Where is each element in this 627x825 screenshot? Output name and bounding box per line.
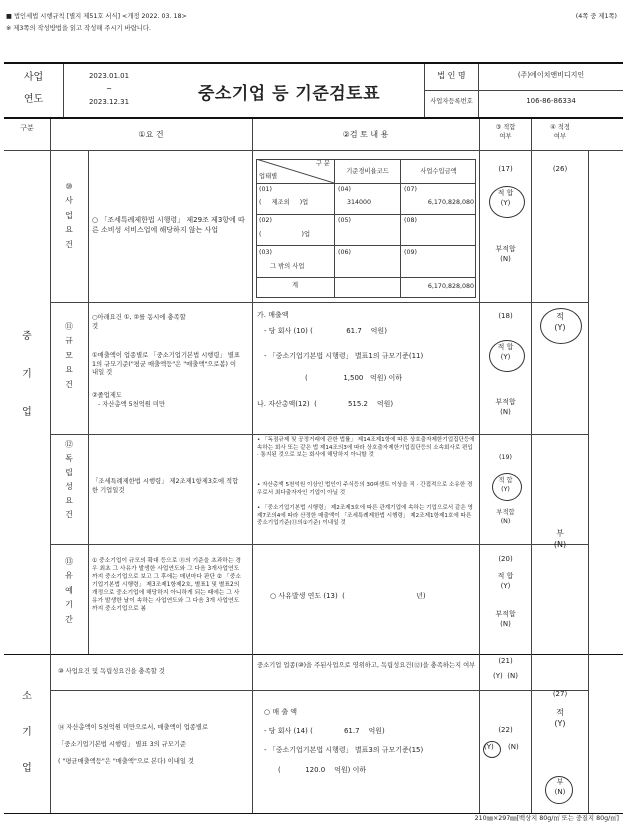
col-fit3: ③ 적합 여부: [495, 124, 516, 140]
independence-fit-no-label: 부적합 (N): [496, 509, 515, 525]
grace-fit-no: (20): [498, 555, 513, 563]
page-info: (4쪽 중 제1쪽): [575, 13, 617, 20]
business-requirement: ○ 「조세특례제한법 시행령」 제29조 제3항에 따른 소비성 서비스업에 해당하지 않는 사업: [92, 216, 245, 234]
small-a-fit-yn: (Y) (N): [493, 672, 518, 680]
overall-no-26: (26): [552, 165, 568, 173]
date-to: 2023.12.31: [88, 98, 130, 106]
small-b-req-2: 「중소기업기본법 시행령」 별표 3의 규모기준: [58, 741, 187, 748]
side-label-sme: 중 기 업: [22, 331, 32, 418]
label-independence: ⑫ 독 립 성 요 건: [65, 440, 73, 519]
scale-rev-1: 가. 매출액: [257, 311, 289, 319]
row1-no: (01): [259, 186, 272, 193]
total-label: 계: [291, 282, 299, 289]
small-b-fit-n: (N): [508, 743, 519, 751]
scale-fit-no-label: 부적합 (N): [495, 398, 516, 416]
business-fit-yes: 적 합 (Y): [497, 189, 514, 207]
row1-name: ( 제조외 )업: [259, 199, 309, 206]
small-b-rev-4: ( 120.0 억원) 이하: [278, 766, 367, 774]
row2-no: (02): [259, 217, 272, 224]
grace-review: ○ 사유발생 연도 (13) ( 년): [270, 592, 426, 600]
independence-rev-3: • 「중소기업기본법 시행령」 제2조제3호에 따른 관계기업에 속하는 기업으로서 같은 영 제7조의4에 따라 산정한 매출액이 「조세특례제한법 시행령」 제2조제1항제1호에 따른 중소기업기준(⑪의①기준) 이내일 것: [257, 505, 473, 527]
scale-rev-5: 나. 자산총액(12) ( 515.2 억원): [257, 400, 394, 408]
row3-code-no: (06): [338, 249, 351, 256]
col-fit4: ④ 적정 여부: [550, 124, 570, 140]
corp-name: (주)에이치앤비디지인: [517, 71, 585, 79]
small-b-fit-no: (22): [498, 726, 513, 734]
small-a-fit-no: (21): [498, 657, 513, 665]
year-label-1: 사업: [23, 72, 44, 83]
label-business: ⑩ 사 업 요 건: [65, 182, 73, 249]
row1-code: 314000: [347, 199, 372, 206]
independence-requirement: 「조세특례제한법 시행령」 제2조제1항제3호에 적합한 기업일것: [92, 478, 239, 494]
overall-no: 부 (N): [553, 529, 567, 550]
row1-inc-no: (07): [404, 186, 417, 193]
reg-no-label: 사업자등록번호: [430, 98, 473, 105]
small-b-req-1: ⑭ 자산총액이 5천억원 미만으로서, 매출액이 업종별로: [58, 724, 209, 731]
overall-no-27: (27): [552, 690, 568, 698]
independence-fit-no: (19): [499, 454, 512, 461]
business-fit-no: (17): [498, 165, 513, 173]
small-overall-no: 부 (N): [554, 778, 566, 796]
reg-no: 106-86-86334: [526, 97, 576, 105]
date-sep: ~: [106, 85, 112, 93]
grace-fit-no-label: 부적합 (N): [495, 610, 516, 628]
small-a-requirement: ⑩ 사업요건 및 독립성요건을 충족할 것: [58, 668, 165, 675]
row3-inc-no: (09): [404, 249, 417, 256]
row3-no: (03): [259, 249, 272, 256]
corp-name-label: 법 인 명: [437, 71, 466, 80]
col-review: ②검 토 내 용: [342, 130, 389, 139]
notice-text: ※ 제3쪽의 작성방법을 읽고 작성해 주시기 바랍니다.: [6, 25, 151, 32]
independence-fit-yes: 적 합 (Y): [498, 477, 513, 493]
scale-req-1: ○아래요건 ①, ②를 동시에 충족할 것: [92, 314, 186, 330]
inner-header-income: 사업수입금액: [420, 168, 457, 175]
business-fit-no-label: 부적합 (N): [495, 245, 516, 263]
overall-yes: 적 (Y): [554, 312, 566, 333]
independence-rev-2: • 자산총액 5천억원 이상인 법인이 주식등의 30퍼센트 이상을 직 · 간접적으로 소유한 경우로서 최다출자자인 기업이 아닐 것: [257, 482, 473, 496]
scale-fit-no: (18): [498, 312, 513, 320]
col-gubun: 구분: [20, 124, 34, 132]
label-scale: ⑪ 규 모 요 건: [65, 322, 73, 389]
side-label-small: 소 기 업: [22, 691, 32, 774]
small-b-fit-y: (Y): [484, 743, 494, 751]
row2-inc-no: (08): [404, 217, 417, 224]
total-income: 6,170,828,080: [427, 283, 474, 290]
inner-header-sub: 구 분: [315, 160, 330, 167]
scale-req-4: - 자산총액 5천억원 미만: [98, 401, 166, 408]
small-b-rev-3: - 「중소기업기본법 시행령」 별표3의 규모기준(15): [264, 746, 424, 754]
scale-rev-3: - 「중소기업기본법 시행령」 별표1의 규모기준(11): [264, 352, 424, 360]
independence-rev-1: • 「독점규제 및 공정거래에 관한 법률」 제14조제1항에 따른 상호출자제한기업집단등에 속하는 회사 또는 같은 법 제14조의3에 따라 상호출자제한기업집단등의 소속회사로 편입 · 통지된 것으로 보는 회사에 해당하지 아니할 것: [257, 437, 475, 459]
row1-code-no: (04): [338, 186, 351, 193]
grace-requirement: ① 중소기업이 규모의 확대 등으로 ⑪의 기준을 초과하는 경우 최초 그 사유가 발생한 사업연도와 그 다음 3개사업연도까지 중소기업으로 보고 그 후에는 매년마다 판단 ② 「중소기업기본법 시행령」 제3조제1항제2호, 별표1 및 별표2의 개정으로 중소기업에 해당하지 아니하게 되는 때에는 그 사유가 발생한 날이 속하는 사업연도와 그 다음 3개 사업연도까지 중소기업으로 봄: [92, 558, 241, 612]
paper-spec: 210㎜×297㎜[백상지 80g/㎡ 또는 중질지 80g/㎡]: [474, 815, 619, 822]
scale-req-2: ①매출액이 업종별로 「중소기업기본법 시행령」 별표1의 규모기준("평균 매출액등"은 "매출액"으로봄) 이내일 것: [92, 352, 240, 376]
row3-name: 그 밖의 사업: [270, 263, 305, 270]
scale-fit-yes: 적 합 (Y): [497, 343, 514, 361]
col-requirement: ①요 건: [138, 130, 164, 139]
scale-req-3: ②졸업제도: [92, 392, 122, 399]
small-b-rev-2: - 당 회사 (14) ( 61.7 억원): [264, 727, 385, 735]
scale-rev-2: - 당 회사 (10) ( 61.7 억원): [264, 327, 387, 335]
date-from: 2023.01.01: [88, 72, 130, 80]
small-a-review: 중소기업 업종(⑩)을 주된사업으로 영위하고, 독립성요건(⑫)을 충족하는지 여부: [257, 662, 476, 669]
small-overall-yes: 적 (Y): [554, 708, 566, 729]
year-label-2: 연도: [23, 94, 44, 105]
scale-rev-4: ( 1,500 억원) 이하: [305, 374, 403, 382]
row2-code-no: (05): [338, 217, 351, 224]
inner-header-biz: 업태별: [259, 173, 278, 180]
label-grace: ⑬ 유 예 기 간: [65, 557, 73, 624]
form-rule-reference: ■ 법인세법 시행규칙 [별지 제51호 서식] <개정 2022. 03. 18>: [6, 13, 187, 20]
grace-fit-yes: 적 합 (Y): [497, 572, 514, 590]
inner-header-code: 기준경비율코드: [346, 168, 389, 175]
page-title: 중소기업 등 기준검토표: [197, 84, 381, 104]
row2-name: ( )업: [259, 231, 311, 238]
small-b-rev-1: ○ 매 출 액: [264, 708, 298, 716]
small-b-req-3: ( "평균매출액등"은 "매출액"으로 본다) 이내일 것: [58, 758, 194, 765]
row1-income: 6,170,828,080: [427, 199, 474, 206]
